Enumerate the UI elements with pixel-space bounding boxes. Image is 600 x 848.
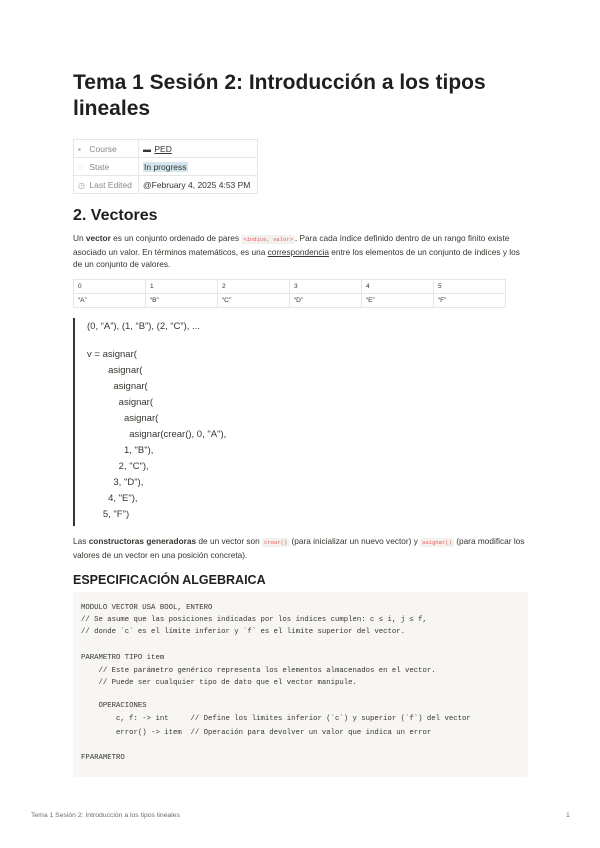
status-badge[interactable]: In progress — [144, 161, 187, 172]
correspondencia-link[interactable]: correspondencia — [267, 247, 329, 257]
quote-line: v = asignar( — [87, 349, 137, 360]
section-heading: 2. Vectores — [73, 207, 158, 224]
quote-line: 5, "F") — [87, 509, 130, 520]
property-row-state — [74, 158, 258, 176]
inline-code-asignar: asignar() — [422, 539, 452, 546]
quote-line: 2, "C"), — [87, 461, 149, 472]
vector-term: vector — [85, 233, 111, 243]
code-line: // Este parámetro genérico representa los elementos almacenados en el vector. — [81, 667, 436, 675]
course-value[interactable] — [139, 140, 258, 158]
table-cell: 3 — [290, 280, 362, 294]
page-number: 1 — [566, 812, 570, 819]
table-cell: “E” — [362, 294, 434, 308]
table-cell: 2 — [218, 280, 290, 294]
vector-table — [73, 279, 506, 308]
code-line: MODULO VECTOR USA BOOL, ENTERO — [81, 604, 213, 612]
course-link[interactable]: PED — [154, 143, 172, 154]
page-title: Tema 1 Sesión 2: Introducción a los tipos lineales — [73, 71, 486, 120]
quote-line: 3, "D"), — [87, 477, 144, 488]
spec-code-block[interactable] — [73, 592, 528, 777]
code-line: OPERACIONES — [81, 702, 147, 710]
property-row-course — [74, 140, 258, 158]
code-line: error() -> item // Operación para devolver un valor que indica un error — [81, 729, 432, 737]
table-cell: “A” — [74, 294, 146, 308]
book-icon: ▪ — [78, 144, 81, 154]
table-cell: “D” — [290, 294, 362, 308]
state-value[interactable] — [139, 158, 258, 176]
quote-line: (0, “A”), (1, “B”), (2, “C”), ... — [87, 321, 200, 332]
quote-line: asignar( — [87, 413, 159, 424]
example-quote — [73, 318, 455, 526]
inline-code: <índice, valor> — [243, 236, 293, 243]
status-icon: ◌ — [78, 162, 83, 172]
code-line: // donde `c` es el límite inferior y `f` es el límite superior del vector. — [81, 628, 406, 636]
inline-code-crear: crear() — [264, 539, 288, 546]
value-row — [74, 294, 506, 308]
quote-line: asignar( — [87, 381, 148, 392]
table-cell: “F” — [434, 294, 506, 308]
vector-definition-paragraph: Un vector es un conjunto ordenado de pares <índice, valor> . Para cada índice definido dentro de un rango finito existe asociado un valor. En términos matemáticos, es una correspondencia entre los elementos de un conjunto de índices y los de un conjunto de valores. — [73, 233, 520, 269]
table-cell: 5 — [434, 280, 506, 294]
property-row-last-edited — [74, 176, 258, 194]
property-key: State — [89, 161, 110, 172]
properties-table — [73, 139, 258, 194]
quote-line: 4, "E"), — [87, 493, 138, 504]
property-key: Course — [89, 143, 117, 154]
code-line: // Se asume que las posiciones indicadas por los índices cumplen: c ≤ i, j ≤ f, — [81, 616, 427, 624]
table-cell: 0 — [74, 280, 146, 294]
quote-line: asignar( — [87, 365, 143, 376]
last-edited-value: @February 4, 2025 4:53 PM — [143, 179, 251, 190]
course-page-icon: ▬ — [143, 144, 151, 154]
table-cell: “B” — [146, 294, 218, 308]
table-cell: “C” — [218, 294, 290, 308]
spec-heading: ESPECIFICACIÓN ALGEBRAICA — [73, 573, 266, 587]
table-cell: 1 — [146, 280, 218, 294]
property-key: Last Edited — [89, 179, 132, 190]
table-cell: 4 — [362, 280, 434, 294]
quote-line: 1, "B"), — [87, 445, 154, 456]
code-line: // Puede ser cualquier tipo de dato que el vector manipule. — [81, 679, 357, 687]
code-line: FPARAMETRO — [81, 754, 125, 762]
quote-line: asignar( — [87, 397, 153, 408]
code-line: PARAMETRO TIPO item — [81, 654, 165, 662]
constructors-term: constructoras generadoras — [88, 536, 197, 546]
code-line: c, f: -> int // Define los límites inferior (`c`) y superior (`f`) del vector — [81, 715, 471, 723]
clock-icon: ◷ — [78, 180, 85, 190]
quote-line: asignar(crear(), 0, "A"), — [87, 429, 227, 440]
footer-title: Tema 1 Sesión 2: Introducción a los tipos lineales — [31, 812, 180, 819]
index-row — [74, 280, 506, 294]
constructors-paragraph: Las constructoras generadoras de un vector son crear() (para inicializar un nuevo vector) y asignar() (para modificar los valores de un vector en una posición concreta). — [73, 536, 525, 560]
